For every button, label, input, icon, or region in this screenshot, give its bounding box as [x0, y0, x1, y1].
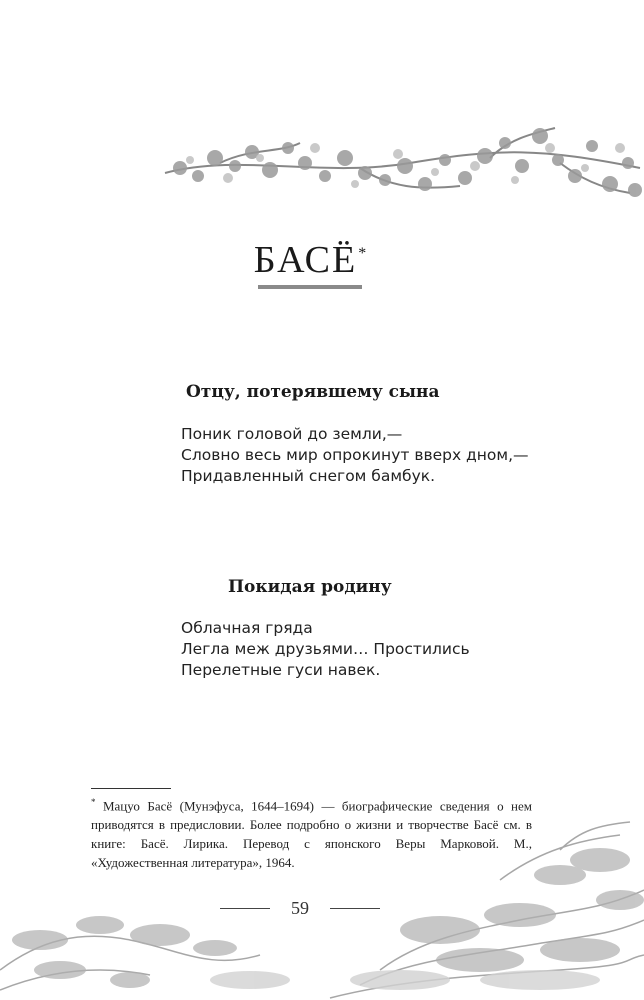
poem-body — [181, 424, 529, 487]
footnote-rule — [91, 788, 171, 789]
poem-line: Придавленный снегом бамбук. — [181, 467, 436, 485]
page-number-dash-right — [330, 908, 380, 909]
page-title — [0, 238, 620, 282]
title-footnote-mark: * — [358, 245, 367, 263]
poem-line: Облачная гряда — [181, 619, 313, 637]
poem-title: Покидая родину — [228, 577, 392, 597]
poem-title: Отцу, потерявшему сына — [186, 382, 440, 402]
poem-line: Перелетные гуси навек. — [181, 661, 381, 679]
cherry-blossom-branch-icon — [160, 118, 644, 206]
title-text: БАСЁ — [253, 239, 358, 281]
poem-body — [181, 618, 470, 681]
poem-line: Легла меж друзьями… Простились — [181, 640, 470, 658]
page-number-block — [220, 898, 380, 920]
footnote-mark: * — [91, 797, 96, 807]
poem-line: Словно весь мир опрокинут вверх дном,— — [181, 446, 529, 464]
footnote-text: Мацуо Басё (Мунэфуса, 1644–1694) — биографические сведения о нем приводятся в предисловии. Более подробно о жизни и творчестве Басё см. в книге: Басё. Лирика. Перевод с японского Веры Марковой. М., «Художественная литература», 1964. — [91, 798, 532, 871]
page-number: 59 — [291, 898, 309, 918]
title-underline — [258, 285, 362, 289]
poem-line: Поник головой до земли,— — [181, 425, 403, 443]
footnote — [91, 793, 532, 872]
